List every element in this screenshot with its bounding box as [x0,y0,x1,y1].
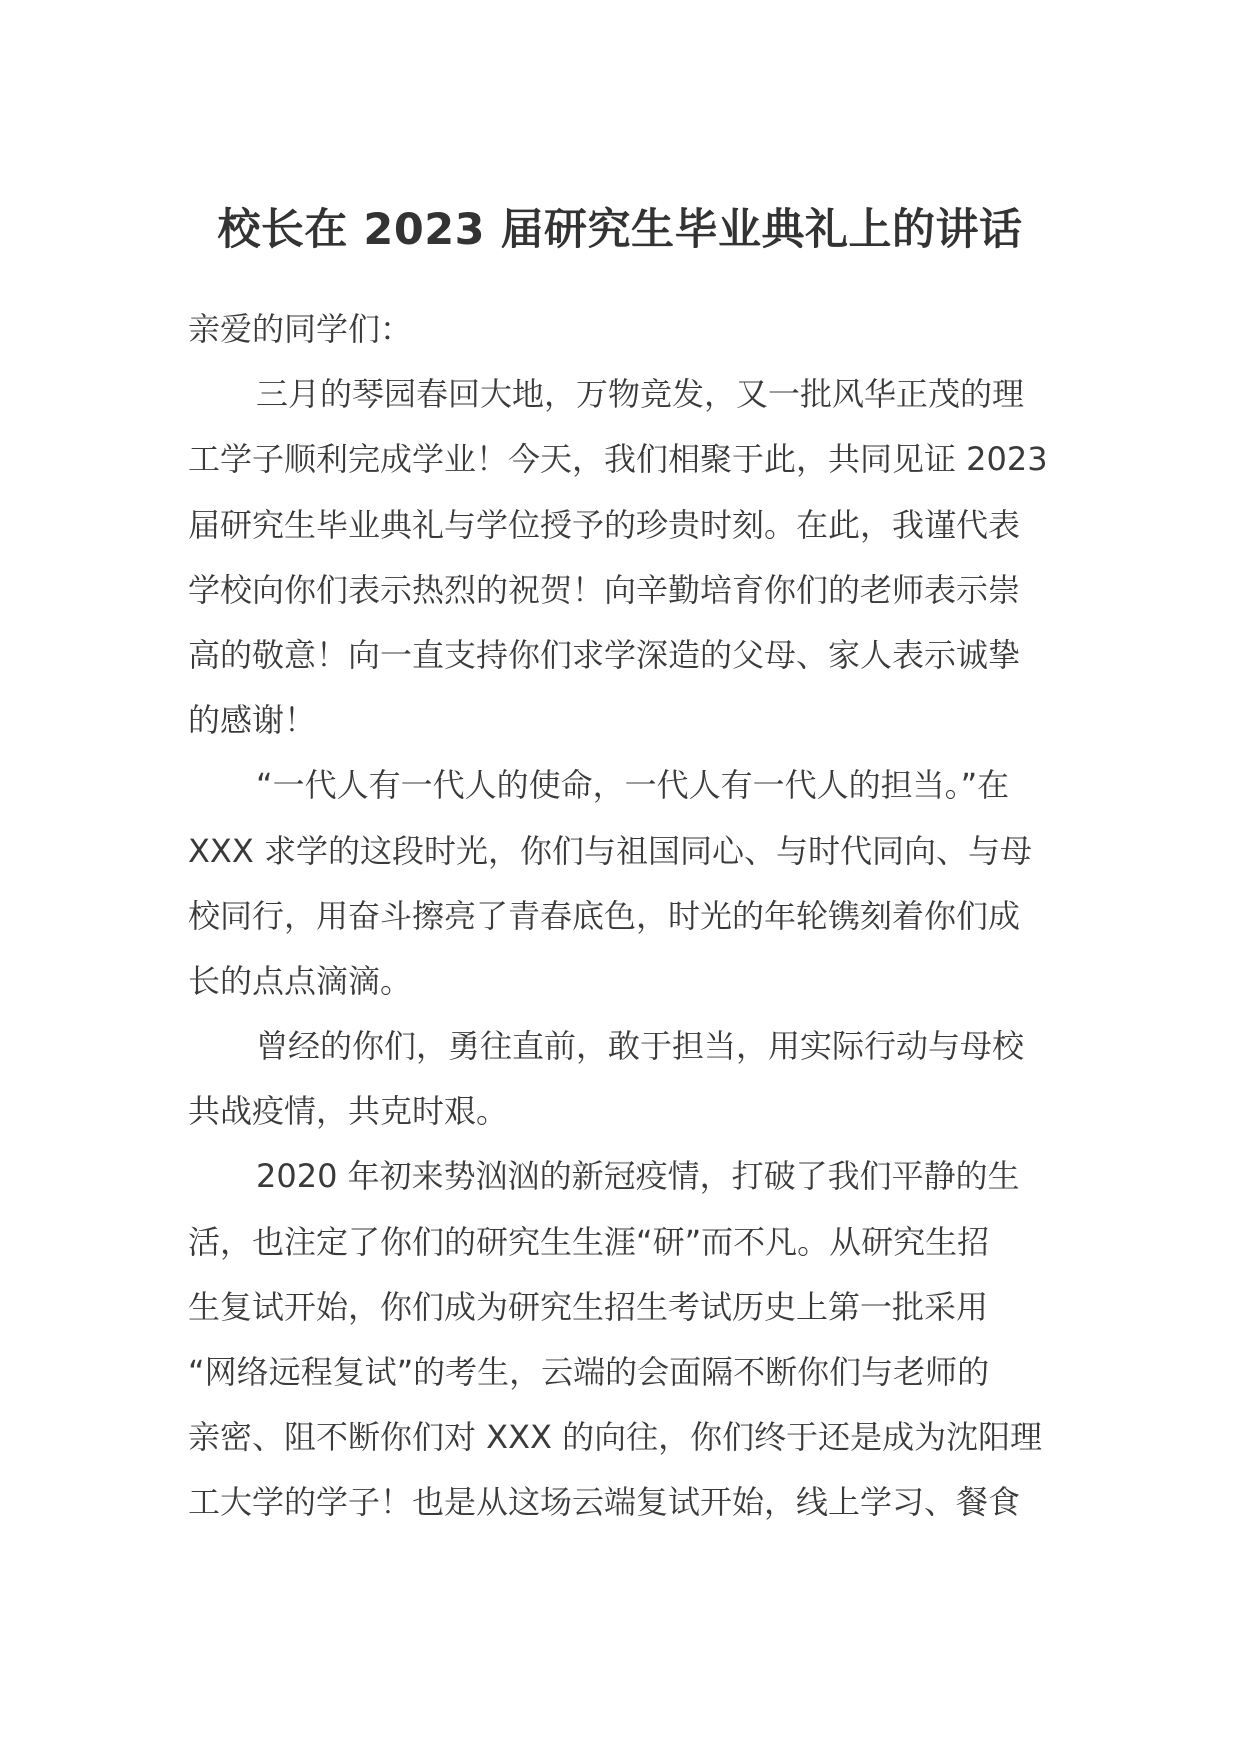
paragraph-3-line-2: 共战疫情，共克时艰。 [188,1092,509,1131]
paragraph-1-line-6: 的感谢！ [188,701,317,740]
paragraph-4-line-1: 2020 年初来势汹汹的新冠疫情，打破了我们平静的生 [256,1157,1020,1196]
paragraph-1-line-3: 届研究生毕业典礼与学位授予的珍贵时刻。在此，我谨代表 [188,505,1021,544]
paragraph-1-line-2: 工学子顺利完成学业！今天，我们相聚于此，共同见证 2023 [188,440,1048,479]
salutation-line: 亲爱的同学们： [188,310,413,348]
paragraph-2-line-4: 长的点点滴滴。 [188,961,413,1000]
paragraph-2-line-2: XXX 求学的这段时光，你们与祖国同心、与时代同向、与母 [188,831,1032,870]
paragraph-4-line-4: “网络远程复试”的考生，云端的会面隔不断你们与老师的 [188,1353,990,1391]
paragraph-4-line-6: 工大学的学子！也是从这场云端复试开始，线上学习、餐食 [188,1483,1021,1522]
paragraph-4-line-5: 亲密、阻不断你们对 XXX 的向往，你们终于还是成为沈阳理 [188,1418,1043,1457]
paragraph-3-line-1: 曾经的你们，勇往直前，敢于担当，用实际行动与母校 [256,1027,1025,1066]
paragraph-2-line-3: 校同行，用奋斗擦亮了青春底色，时光的年轮镌刻着你们成 [188,896,1021,935]
paragraph-1-line-4: 学校向你们表示热烈的祝贺！向辛勤培育你们的老师表示崇 [188,570,1021,609]
paragraph-1-line-5: 高的敬意！向一直支持你们求学深造的父母、家人表示诚挚 [188,635,1021,674]
document-body [188,297,1058,1536]
paragraph-4-line-3: 生复试开始，你们成为研究生招生考试历史上第一批采用 [188,1287,989,1326]
document-title: 校长在 2023 届研究生毕业典礼上的讲话 [217,205,1023,255]
paragraph-4-line-2: 活，也注定了你们的研究生生涯“研”而不凡。从研究生招 [188,1222,990,1261]
paragraph-1-line-1: 三月的琴园春回大地，万物竞发，又一批风华正茂的理 [256,375,1025,414]
paragraph-2-line-1: “一代人有一代人的使命，一代人有一代人的担当。”在 [256,766,1010,805]
